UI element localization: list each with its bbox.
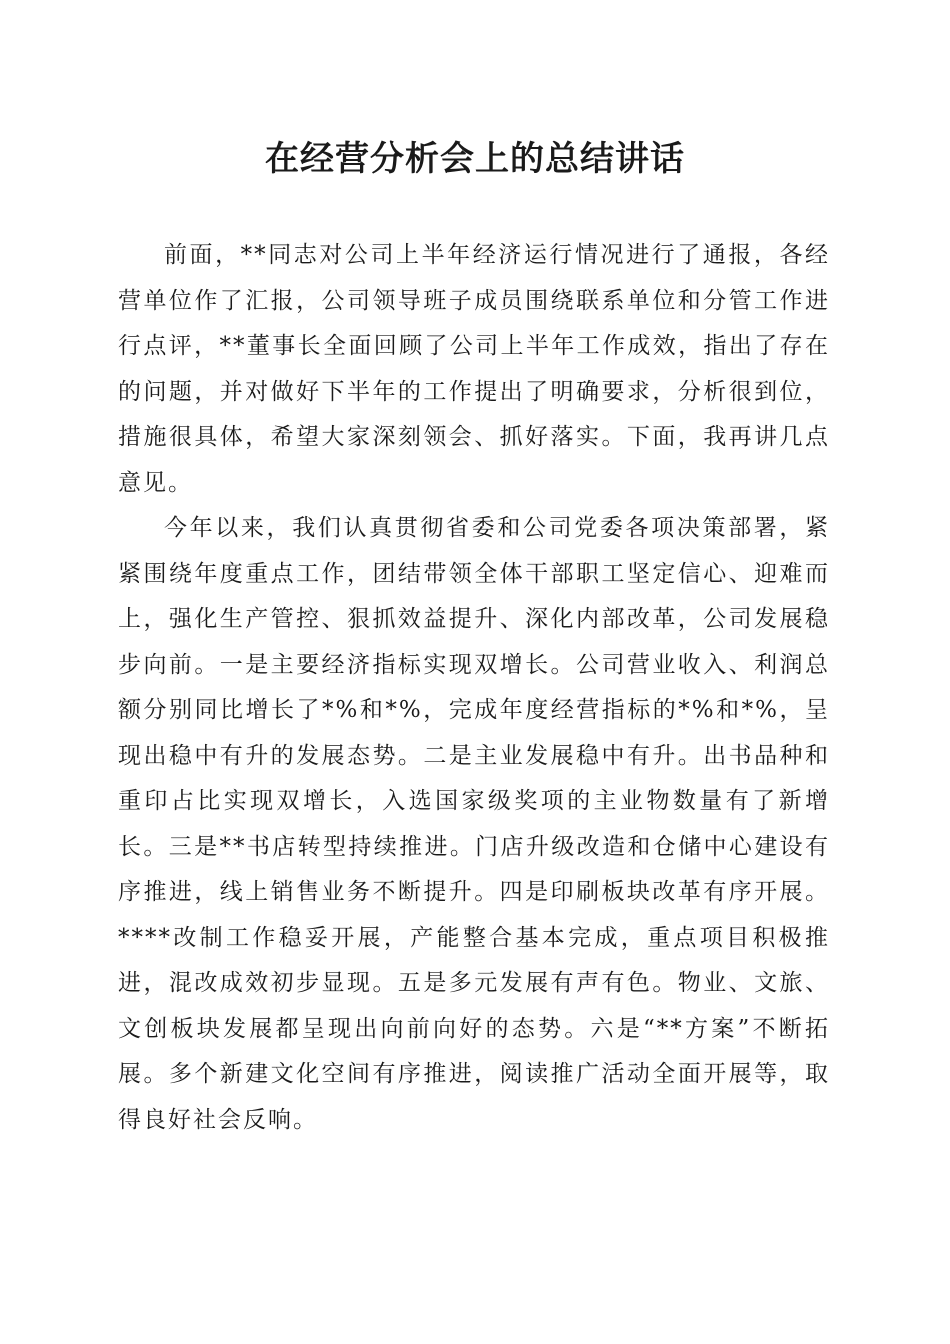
document-body	[118, 233, 830, 1143]
paragraph: 今年以来，我们认真贯彻省委和公司党委各项决策部署，紧紧围绕年度重点工作，团结带领全体干部职工坚定信心、迎难而上，强化生产管控、狠抓效益提升、深化内部改革，公司发展稳步向前。一是主要经济指标实现双增长。公司营业收入、利润总额分别同比增长了*%和*%，完成年度经营指标的*%和*%，呈现出稳中有升的发展态势。二是主业发展稳中有升。出书品种和重印占比实现双增长，入选国家级奖项的主业物数量有了新增长。三是**书店转型持续推进。门店升级改造和仓储中心建设有序推进，线上销售业务不断提升。四是印刷板块改革有序开展。****改制工作稳妥开展，产能整合基本完成，重点项目积极推进，混改成效初步显现。五是多元发展有声有色。物业、文旅、文创板块发展都呈现出向前向好的态势。六是“**方案”不断拓展。多个新建文化空间有序推进，阅读推广活动全面开展等，取得良好社会反响。	[118, 515, 830, 1133]
document-title: 在经营分析会上的总结讲话	[265, 139, 685, 179]
paragraph: 前面，**同志对公司上半年经济运行情况进行了通报，各经营单位作了汇报，公司领导班子成员围绕联系单位和分管工作进行点评，**董事长全面回顾了公司上半年工作成效，指出了存在的问题，并对做好下半年的工作提出了明确要求，分析很到位，措施很具体，希望大家深刻领会、抓好落实。下面，我再讲几点意见。	[118, 242, 830, 496]
